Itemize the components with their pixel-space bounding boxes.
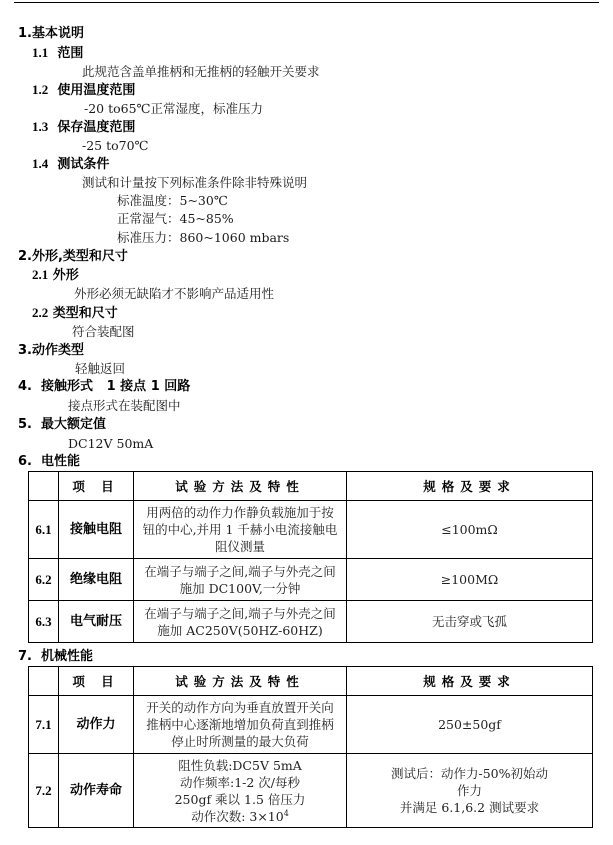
section-1-1-heading bbox=[32, 44, 83, 63]
header-blank bbox=[29, 667, 59, 696]
condition-pressure: 标准压力：860~1060 mbars bbox=[117, 230, 290, 245]
requirement-line: 并满足 6.1,6.2 测试要求 bbox=[399, 800, 540, 815]
header-method: 试验方法及特性 bbox=[134, 472, 347, 501]
header-blank bbox=[29, 472, 59, 501]
row-method bbox=[134, 696, 347, 754]
section-title: 范围 bbox=[57, 46, 84, 61]
method-line: 阻仪测量 bbox=[214, 539, 265, 554]
requirement-line: 作力 bbox=[456, 783, 482, 798]
section-5-text: DC12V 50mA bbox=[68, 436, 154, 451]
section-6-heading: 6. 电性能 bbox=[18, 454, 81, 469]
row-item: 动作力 bbox=[59, 696, 134, 754]
row-index: 6.3 bbox=[29, 601, 59, 643]
section-number: 2.2 bbox=[32, 305, 49, 320]
operation-count: 动作次数: 3×10 bbox=[191, 808, 284, 824]
section-title: 类型和尺寸 bbox=[52, 306, 118, 321]
header-item: 项 目 bbox=[59, 472, 134, 501]
method-line: 施加 AC250V(50HZ-60HZ) bbox=[157, 622, 323, 638]
method-line: 钮的中心,并用 1 千赫小电流接触电 bbox=[142, 522, 338, 537]
section-1-heading: 1.基本说明 bbox=[18, 26, 84, 41]
table-row bbox=[29, 501, 593, 559]
row-item: 接触电阻 bbox=[59, 501, 134, 559]
table-row bbox=[29, 601, 593, 643]
section-3-text: 轻触返回 bbox=[75, 361, 126, 376]
section-1-4-heading bbox=[32, 155, 109, 174]
method-line: 动作频率:1-2 次/每秒 bbox=[179, 774, 301, 790]
header-rule bbox=[14, 2, 599, 3]
section-number: 1.1 bbox=[32, 45, 49, 60]
row-requirement: ≤100mΩ bbox=[347, 501, 593, 559]
row-requirement bbox=[347, 754, 593, 828]
table-row bbox=[29, 754, 593, 828]
section-title: 测试条件 bbox=[57, 157, 110, 172]
section-2-2-text: 符合装配图 bbox=[72, 324, 135, 339]
row-item: 动作寿命 bbox=[59, 754, 134, 828]
condition-humidity: 正常湿气：45~85% bbox=[117, 211, 234, 226]
electrical-performance-table bbox=[28, 471, 593, 643]
section-title: 外形 bbox=[52, 268, 79, 283]
row-index: 7.2 bbox=[29, 754, 59, 828]
method-line: 停止时所测量的最大负荷 bbox=[171, 734, 309, 749]
method-line: 阻性负载:DC5V 5mA bbox=[178, 757, 302, 773]
method-line: 用两倍的动作力作静负载施加于按 bbox=[146, 505, 334, 520]
section-title: 使用温度范围 bbox=[57, 83, 136, 98]
section-4-text: 接点形式在装配图中 bbox=[68, 398, 181, 413]
row-index: 6.2 bbox=[29, 559, 59, 601]
row-method bbox=[134, 501, 347, 559]
header-requirement: 规格及要求 bbox=[347, 667, 593, 696]
row-method bbox=[134, 754, 347, 828]
method-line: 250gf 乘以 1.5 倍压力 bbox=[174, 791, 306, 807]
method-line: 施加 DC100V,一分钟 bbox=[179, 580, 301, 596]
table-header-row bbox=[29, 472, 593, 501]
header-requirement: 规格及要求 bbox=[347, 472, 593, 501]
method-line bbox=[137, 808, 343, 825]
section-1-3-text: -25 to70℃ bbox=[82, 138, 149, 153]
section-4-heading: 4. 接触形式 1 接点 1 回路 bbox=[18, 379, 191, 394]
requirement-line: 250±50gf bbox=[438, 717, 501, 732]
section-2-1-text: 外形必须无缺陷才不影响产品适用性 bbox=[74, 286, 275, 301]
section-number: 1.3 bbox=[32, 119, 49, 134]
section-number: 1.4 bbox=[32, 156, 49, 171]
section-5-heading: 5. 最大额定值 bbox=[18, 417, 107, 432]
row-item: 绝缘电阻 bbox=[59, 559, 134, 601]
header-item: 项 目 bbox=[59, 667, 134, 696]
row-requirement bbox=[347, 696, 593, 754]
section-title: 保存温度范围 bbox=[57, 120, 136, 135]
exponent: 4 bbox=[283, 808, 289, 818]
row-index: 7.1 bbox=[29, 696, 59, 754]
method-line: 在端子与端子之间,端子与外壳之间 bbox=[144, 563, 336, 579]
table-header-row bbox=[29, 667, 593, 696]
row-method bbox=[134, 601, 347, 643]
row-index: 6.1 bbox=[29, 501, 59, 559]
section-number: 2.1 bbox=[32, 267, 49, 282]
section-number: 1.2 bbox=[32, 82, 49, 97]
table-row bbox=[29, 559, 593, 601]
mechanical-performance-table bbox=[28, 666, 593, 828]
row-method bbox=[134, 559, 347, 601]
section-1-1-text: 此规范含盖单推柄和无推柄的轻触开关要求 bbox=[82, 64, 320, 79]
section-1-2-heading bbox=[32, 81, 135, 100]
method-line: 在端子与端子之间,端子与外壳之间 bbox=[144, 605, 336, 621]
header-method: 试验方法及特性 bbox=[134, 667, 347, 696]
section-1-4-text: 测试和计量按下列标准条件除非特殊说明 bbox=[82, 175, 308, 190]
row-requirement: ≥100MΩ bbox=[347, 559, 593, 601]
row-requirement: 无击穿或飞孤 bbox=[347, 601, 593, 643]
section-2-2-heading bbox=[32, 304, 118, 323]
condition-temperature: 标准温度：5~30℃ bbox=[117, 193, 228, 208]
section-1-3-heading bbox=[32, 118, 135, 137]
method-line: 推柄中心逐渐地增加负荷直到推柄 bbox=[146, 717, 334, 732]
section-7-heading: 7. 机械性能 bbox=[18, 649, 94, 664]
section-2-heading: 2.外形,类型和尺寸 bbox=[18, 249, 128, 264]
requirement-line: 测试后：动作力-50%初始动 bbox=[390, 766, 548, 781]
section-1-2-text: -20 to65℃正常湿度，标准压力 bbox=[84, 101, 264, 116]
method-line: 开关的动作方向为垂直放置开关向 bbox=[146, 700, 334, 715]
section-2-1-heading bbox=[32, 266, 79, 285]
section-3-heading: 3.动作类型 bbox=[18, 343, 84, 358]
table-row bbox=[29, 696, 593, 754]
row-item: 电气耐压 bbox=[59, 601, 134, 643]
